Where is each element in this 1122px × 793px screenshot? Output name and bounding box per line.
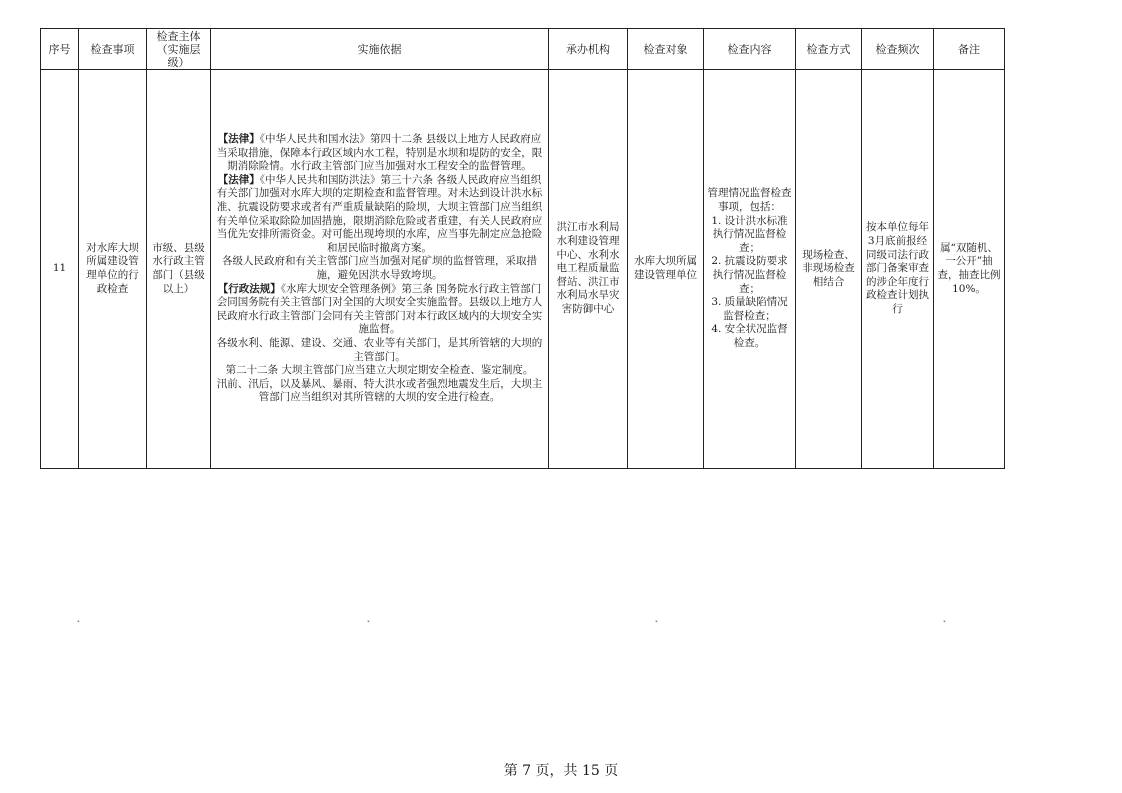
content-item: 3. 质量缺陷情况监督检查； [711,296,788,322]
cell-item: 对水库大坝所属建设管理单位的行政检查 [79,70,147,469]
cell-subject: 市级、县级水行政主管部门（县级以上） [147,70,211,469]
header-target: 检查对象 [628,29,704,70]
scan-mark: ˛ [942,612,947,623]
scan-mark: ˛ [76,612,81,623]
header-note: 备注 [934,29,1005,70]
basis-text: 《中华人民共和国水法》第四十二条 县级以上地方人民政府应当采取措施，保障本行政区域内水工程，特别是水坝和堤防的安全，限期消除险情。水行政主管部门应当加强对水工程安全的监督管理。 [216,133,543,173]
cell-basis [211,70,549,469]
header-seq: 序号 [41,29,79,70]
content-item: 4. 安全状况监督检查。 [711,323,788,349]
cell-org: 洪江市水利局水利建设管理中心、水利水电工程质量监督站、洪江市水利局水旱灾害防御中心 [549,70,628,469]
basis-para-7: 汛前、汛后，以及暴风、暴雨、特大洪水或者强烈地震发生后，大坝主管部门应当组织对其所管辖的大坝的安全进行检查。 [216,377,543,404]
scan-mark: ˛ [654,612,659,623]
page-number: 第 7 页，共 15 页 [503,763,619,779]
header-method: 检查方式 [796,29,862,70]
header-row [41,29,1005,70]
basis-tag-regulation: 【行政法规】 [217,282,281,295]
cell-seq: 11 [41,70,79,469]
content-item: 1. 设计洪水标准执行情况监督检查； [711,214,788,254]
header-org: 承办机构 [549,29,628,70]
basis-text: 《中华人民共和国防洪法》第三十六条 各级人民政府应当组织有关部门加强对水库大坝的定期检查和监督管理。对未达到设计洪水标准、抗震设防要求或者有严重质量缺陷的险坝，大坝主管部门应当组织有关单位采取除险加固措施，限期消除危险或者重建，有关人民政府应当优先安排所需资金。对可能出现垮坝的水库，应当事先制定应急抢险和居民临时撤离方案。 [216,173,543,254]
inspection-table [40,28,1005,469]
cell-freq: 按本单位每年3月底前报经同级司法行政部门备案审查的涉企年度行政检查计划执行 [862,70,934,469]
basis-para-5: 各级水利、能源、建设、交通、农业等有关部门，是其所管辖的大坝的主管部门。 [216,336,543,363]
basis-tag-law: 【法律】 [217,173,260,186]
header-basis: 实施依据 [211,29,549,70]
header-freq: 检查频次 [862,29,934,70]
cell-target: 水库大坝所属建设管理单位 [628,70,704,469]
basis-text: 《水库大坝安全管理条例》第三条 国务院水行政主管部门会同国务院有关主管部门对全国的大坝安全实施监督。县级以上地方人民政府水行政主管部门会同有关主管部门对本行政区域内的大坝安全实施监督。 [216,282,543,336]
basis-para-4 [214,283,545,337]
cell-method: 现场检查、非现场检查相结合 [796,70,862,469]
basis-para-1 [214,133,545,174]
basis-para-3: 各级人民政府和有关主管部门应当加强对尾矿坝的监督管理，采取措施，避免因洪水导致垮坝。 [222,255,537,281]
header-subject: 检查主体（实施层级） [147,29,211,70]
header-item: 检查事项 [79,29,147,70]
cell-content [704,70,796,469]
content-intro: 管理情况监督检查事项，包括： [707,187,792,214]
header-content: 检查内容 [704,29,796,70]
scan-mark: ˛ [366,612,371,623]
basis-para-2 [214,174,545,256]
cell-note: 属“双随机、一公开”抽查，抽查比例10%。 [934,70,1005,469]
content-item: 2. 抗震设防要求执行情况监督检查； [711,255,788,295]
basis-tag-law: 【法律】 [217,133,260,146]
basis-para-6: 第二十二条 大坝主管部门应当建立大坝定期安全检查、鉴定制度。 [225,364,534,377]
table-row [41,70,1005,469]
